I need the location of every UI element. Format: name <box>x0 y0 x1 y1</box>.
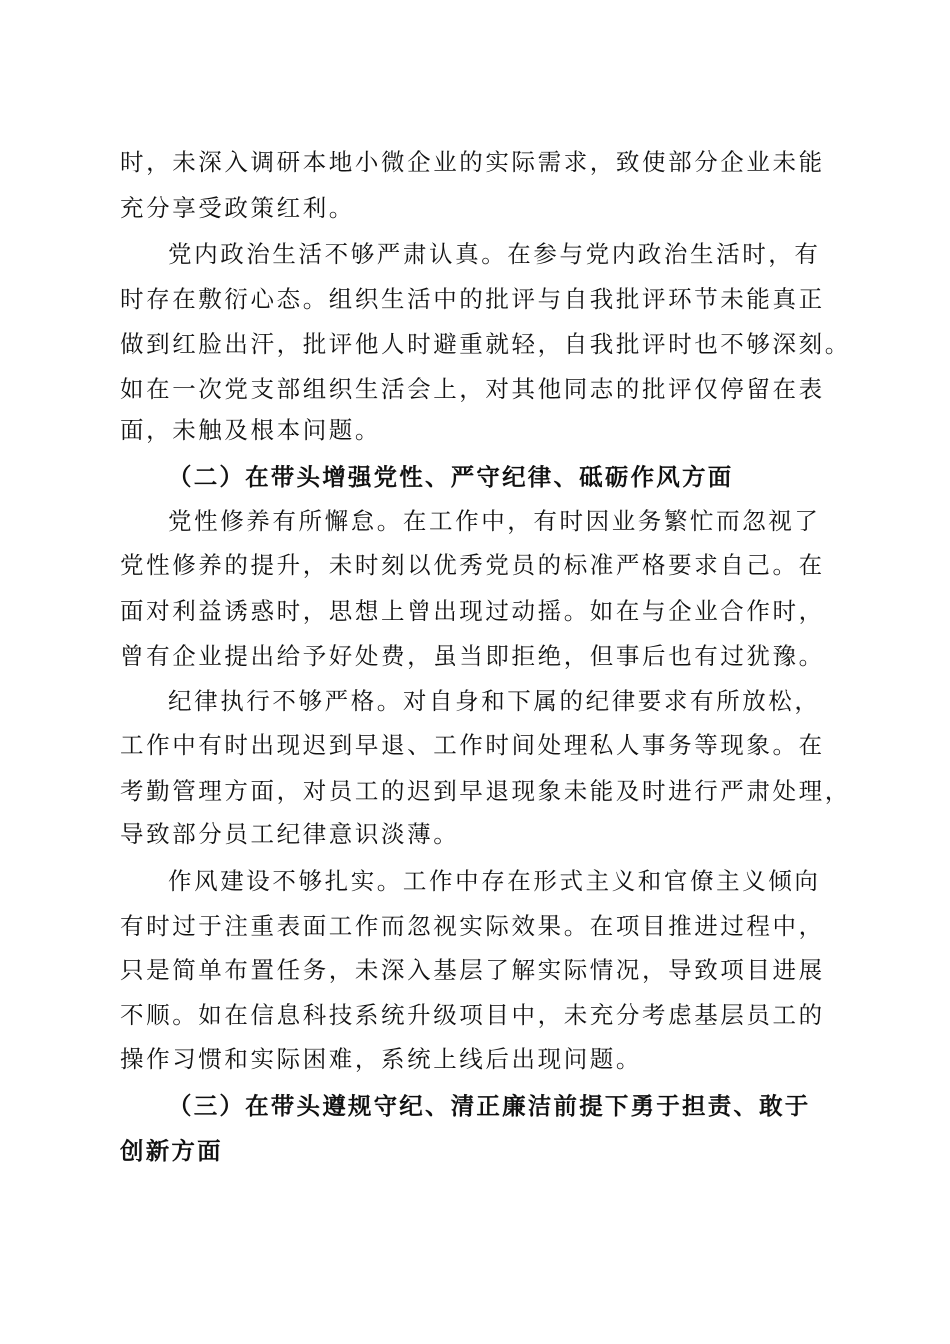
section-heading-3-cont: 创新方面 <box>120 1137 223 1165</box>
text-line: 曾有企业提出给予好处费，虽当即拒绝，但事后也有过犹豫。 <box>120 642 825 670</box>
section-heading-3: （三）在带头遵规守纪、清正廉洁前提下勇于担责、敢于 <box>168 1092 811 1120</box>
text-line: 时，未深入调研本地小微企业的实际需求，致使部分企业未能 <box>120 148 825 176</box>
text-line: 有时过于注重表面工作而忽视实际效果。在项目推进过程中， <box>120 912 825 940</box>
text-line: 不顺。如在信息科技系统升级项目中，未充分考虑基层员工的 <box>120 1001 825 1029</box>
text-line: 充分享受政策红利。 <box>120 194 355 222</box>
paragraph-start-line: 纪律执行不够严格。对自身和下属的纪律要求有所放松， <box>168 687 821 715</box>
text-line: 考勤管理方面，对员工的迟到早退现象未能及时进行严肃处理， <box>120 777 851 805</box>
text-line: 如在一次党支部组织生活会上，对其他同志的批评仅停留在表 <box>120 375 825 403</box>
text-line: 操作习惯和实际困难，系统上线后出现问题。 <box>120 1045 642 1073</box>
text-line: 面，未触及根本问题。 <box>120 416 381 444</box>
text-line: 只是简单布置任务，未深入基层了解实际情况，导致项目进展 <box>120 956 825 984</box>
text-line: 工作中有时出现迟到早退、工作时间处理私人事务等现象。在 <box>120 731 825 759</box>
text-line: 面对利益诱惑时，思想上曾出现过动摇。如在与企业合作时， <box>120 597 825 625</box>
text-line: 时存在敷衍心态。组织生活中的批评与自我批评环节未能真正 <box>120 285 825 313</box>
section-heading-2: （二）在带头增强党性、严守纪律、砥砺作风方面 <box>168 463 734 491</box>
paragraph-start-line: 作风建设不够扎实。工作中存在形式主义和官僚主义倾向 <box>168 867 821 895</box>
paragraph-start-line: 党性修养有所懈怠。在工作中，有时因业务繁忙而忽视了 <box>168 507 821 535</box>
text-line: 导致部分员工纪律意识淡薄。 <box>120 820 460 848</box>
paragraph-start-line: 党内政治生活不够严肃认真。在参与党内政治生活时，有 <box>168 240 821 268</box>
text-line: 做到红脸出汗，批评他人时避重就轻，自我批评时也不够深刻。 <box>120 330 851 358</box>
text-line: 党性修养的提升，未时刻以优秀党员的标准严格要求自己。在 <box>120 551 825 579</box>
